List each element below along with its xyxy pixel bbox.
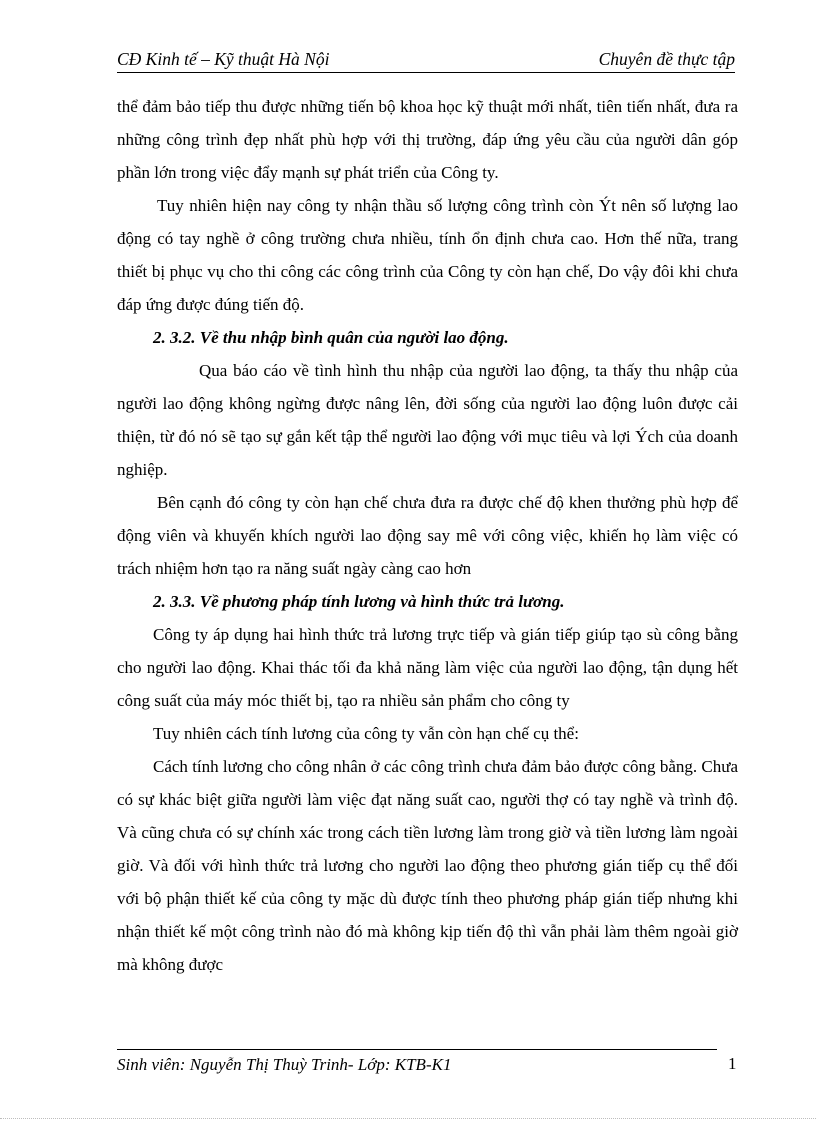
paragraph-5: Công ty áp dụng hai hình thức trả lương trực tiếp và gián tiếp giúp tạo sù công bằng cho người lao động. Khai thác tối đa khả năng làm việc của người lao động, tận dụng hết công suất của máy móc thiết bị, tạo ra nhiều sản phẩm cho công ty [117, 625, 738, 710]
paragraph-2: Tuy nhiên hiện nay công ty nhận thầu số lượng công trình còn Ýt nên số lượng lao động có tay nghề ở công trường chưa nhiều, tính ổn định chưa cao. Hơn thế nữa, trang thiết bị phục vụ cho thi công các công trình của Công ty còn hạn chế, Do vậy đôi khi chưa đáp ứng được đúng tiến độ. [117, 196, 738, 314]
section-heading-3-2: 2. 3.2. Về thu nhập bình quân của người lao động. [153, 328, 509, 347]
paragraph-4: Bên cạnh đó công ty còn hạn chế chưa đưa ra được chế độ khen thưởng phù hợp để động viên và khuyến khích người lao động say mê với công việc, khiến họ làm việc có trách nhiệm hơn tạo ra năng suất ngày càng cao hơn [117, 493, 738, 578]
paragraph-7: Cách tính lương cho công nhân ở các công trình chưa đảm bảo được công bằng. Chưa có sự khác biệt giữa người làm việc đạt năng suất cao, người thợ có tay nghề và trình độ. Và cũng chưa có sự chính xác trong cách tiền lương làm trong giờ và tiền lương làm ngoài giờ. Và đối với hình thức trả lương cho người lao động theo phương gián tiếp cụ thể đối với bộ phận thiết kế của công ty mặc dù được tính theo phương pháp gián tiếp nhưng khi nhận thiết kế một công trình nào đó mà không kịp tiến độ thì vẫn phải làm thêm ngoài giờ mà không được [117, 757, 738, 974]
paragraph-6: Tuy nhiên cách tính lương của công ty vẫn còn hạn chế cụ thể: [153, 724, 579, 743]
footer-student-info: Sinh viên: Nguyễn Thị Thuỳ Trinh- Lớp: KTB-K1 [117, 1055, 452, 1074]
paragraph-3: Qua báo cáo về tình hình thu nhập của người lao động, ta thấy thu nhập của người lao động không ngừng được nâng lên, đời sống của người lao động luôn được cải thiện, từ đó nó sẽ tạo sự gắn kết tập thể người lao động với mục tiêu và lợi Ých của doanh nghiệp. [117, 361, 738, 479]
page-number: 1 [728, 1054, 737, 1073]
page-break-dotted-line [0, 1118, 816, 1119]
footer-divider [117, 1049, 717, 1050]
section-heading-3-3: 2. 3.3. Về phương pháp tính lương và hình thức trả lương. [153, 592, 565, 611]
page-header [117, 46, 735, 73]
paragraph-1: thể đảm bảo tiếp thu được những tiến bộ khoa học kỹ thuật mới nhất, tiên tiến nhất, đưa ra những công trình đẹp nhất phù hợp với thị trường, đáp ứng yêu cầu của người dân góp phần lớn trong việc đẩy mạnh sự phát triển của Công ty. [117, 97, 738, 182]
header-document-title: Chuyên đề thực tập [598, 49, 735, 69]
page-body [117, 90, 738, 981]
header-school-name: CĐ Kinh tế – Kỹ thuật Hà Nội [117, 49, 330, 69]
